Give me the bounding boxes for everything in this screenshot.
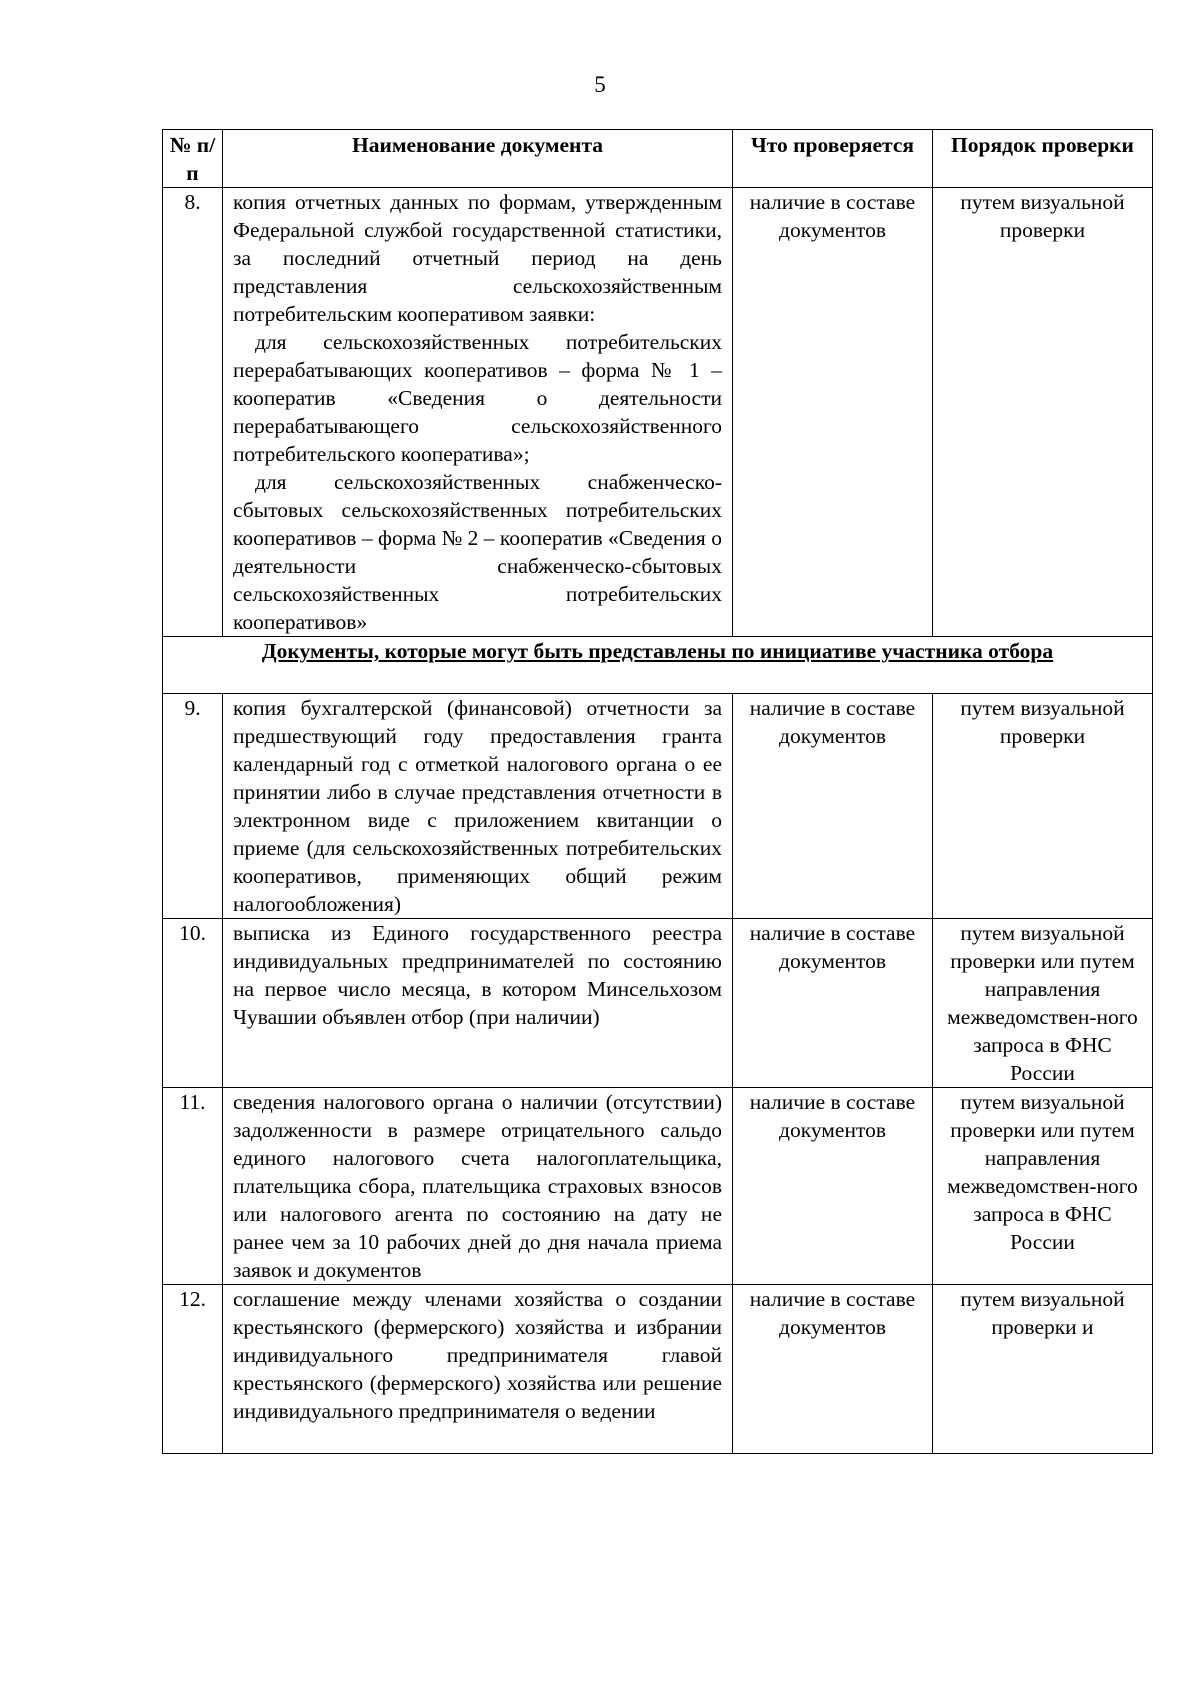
row-12-num: 12. [163,1285,223,1454]
table-row-10 [163,919,1153,1088]
header-check: Что проверяется [733,130,933,188]
row-10-name: выписка из Единого государственного реестра индивидуальных предпринимателей по состоянию на первое число месяца, в котором Минсельхозом Чувашии объявлен отбор (при наличии) [223,919,733,1088]
row-9-num: 9. [163,694,223,919]
row-8-num: 8. [163,188,223,637]
section-row [163,637,1153,694]
documents-table [162,129,1153,1454]
row-8-name-main: копия отчетных данных по формам, утвержденным Федеральной службой государственной статистики, за последний отчетный период на день представления сельскохозяйственным потребительским кооперативом заявки: [233,190,722,326]
row-8-check: наличие в составе документов [733,188,933,637]
row-11-num: 11. [163,1088,223,1285]
table-row-9 [163,694,1153,919]
row-10-num: 10. [163,919,223,1088]
row-8-order: путем визуальной проверки [933,188,1153,637]
row-10-check: наличие в составе документов [733,919,933,1088]
row-12-name: соглашение между членами хозяйства о создании крестьянского (фермерского) хозяйства и избрании индивидуального предпринимателя главой крестьянского (фермерского) хозяйства или решение индивидуального предпринимателя о ведении [223,1285,733,1454]
row-9-check: наличие в составе документов [733,694,933,919]
table-row-8 [163,188,1153,637]
header-num: № п/п [163,130,223,188]
page-number: 5 [594,72,606,97]
table-row-11 [163,1088,1153,1285]
row-9-name: копия бухгалтерской (финансовой) отчетности за предшествующий году предоставления гранта календарный год с отметкой налогового органа о ее принятии либо в случае представления отчетности в электронном виде с приложением квитанции о приеме (для сельскохозяйственных потребительских кооперативов, применяющих общий режим налогообложения) [223,694,733,919]
row-9-order: путем визуальной проверки [933,694,1153,919]
table-row-12 [163,1285,1153,1454]
row-11-name: сведения налогового органа о наличии (отсутствии) задолженности в размере отрицательного сальдо единого налогового счета налогоплательщика, плательщика сбора, плательщика страховых взносов или налогового агента по состоянию на дату не ранее чем за 10 рабочих дней до дня начала приема заявок и документов [223,1088,733,1285]
row-10-order: путем визуальной проверки или путем направления межведомствен-ного запроса в ФНС России [933,919,1153,1088]
row-12-check: наличие в составе документов [733,1285,933,1454]
row-11-order: путем визуальной проверки или путем направления межведомствен-ного запроса в ФНС России [933,1088,1153,1285]
row-11-check: наличие в составе документов [733,1088,933,1285]
row-8-name [223,188,733,637]
section-title: Документы, которые могут быть представлены по инициативе участника отбора [163,637,1153,694]
header-order: Порядок проверки [933,130,1153,188]
row-8-name-p1: для сельскохозяйственных потребительских перерабатывающих кооперативов – форма № 1 – кооператив «Сведения о деятельности перерабатывающего сельскохозяйственного потребительского кооператива»; [233,330,722,466]
row-8-name-p2: для сельскохозяйственных снабженческо-сбытовых сельскохозяйственных потребительских кооперативов – форма № 2 – кооператив «Сведения о деятельности снабженческо-сбытовых сельскохозяйственных потребительских кооперативов» [233,470,722,634]
row-12-order: путем визуальной проверки и [933,1285,1153,1454]
table-header-row [163,130,1153,188]
header-name: Наименование документа [223,130,733,188]
